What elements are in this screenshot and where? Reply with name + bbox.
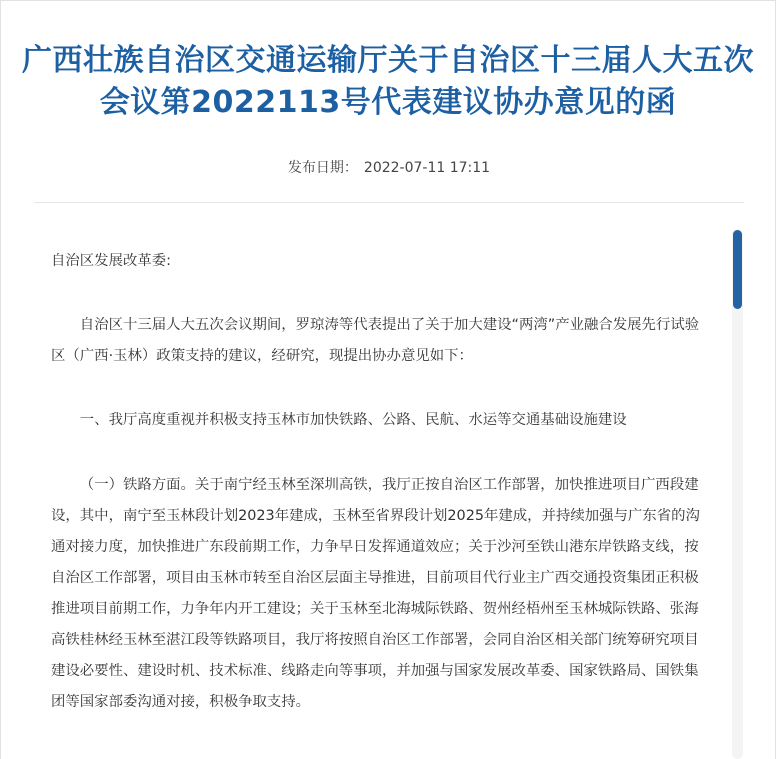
railway-paragraph: （一）铁路方面。关于南宁经玉林至深圳高铁，我厅正按自治区工作部署，加快推进项目广西段建设，其中，南宁至玉林段计划2023年建成，玉林至省界段计划2025年建成，并持续加强与广东省的沟通对接力度，加快推进广东段前期工作，力争早日发挥通道效应；关于沙河至铁山港东岸铁路支线，按自治区工作部署，项目由玉林市转至自治区层面主导推进，目前项目代行业主广西交通投资集团正积极推进项目前期工作，力争年内开工建设；关于玉林至北海城际铁路、贺州经梧州至玉林城际铁路、张海高铁桂林经玉林至湛江段等铁路项目，我厅将按照自治区工作部署，会同自治区相关部门统筹研究项目建设必要性、建设时机、技术标准、线路走向等事项，并加强与国家发展改革委、国家铁路局、国铁集团等国家部委沟通对接，积极争取支持。 bbox=[51, 477, 700, 710]
intro-paragraph: 自治区十三届人大五次会议期间，罗琼涛等代表提出了关于加大建设“两湾”产业融合发展先行试验区（广西·玉林）政策支持的建议，经研究，现提出协办意见如下： bbox=[51, 317, 700, 364]
scrollbar-thumb[interactable] bbox=[733, 230, 742, 309]
publish-date-label: 发布日期： bbox=[287, 160, 358, 176]
header-divider bbox=[34, 202, 744, 203]
article-body bbox=[51, 246, 711, 718]
salutation: 自治区发展改革委: bbox=[51, 253, 171, 269]
publish-date-value: 2022-07-11 17:11 bbox=[363, 160, 491, 176]
article-title: 广西壮族自治区交通运输厅关于自治区十三届人大五次会议第2022113号代表建议协办意见的函 bbox=[22, 43, 754, 120]
publish-date bbox=[0, 157, 778, 179]
section-heading: 一、我厅高度重视并积极支持玉林市加快铁路、公路、民航、水运等交通基础设施建设 bbox=[79, 412, 627, 428]
